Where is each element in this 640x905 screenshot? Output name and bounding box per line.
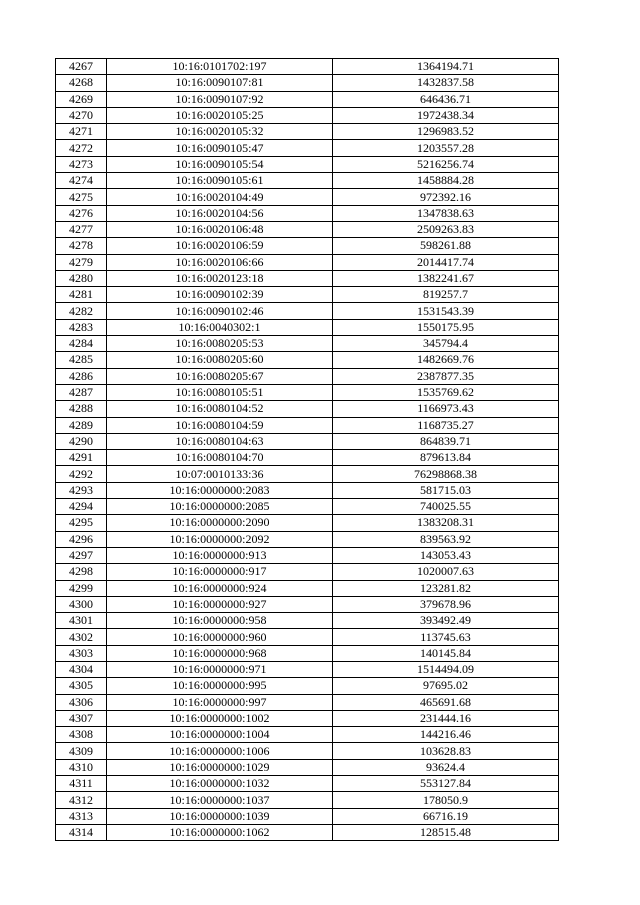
value-cell: 1203557.28 (333, 140, 559, 156)
row-number-cell: 4278 (56, 238, 107, 254)
cadastral-number-cell: 10:16:0090105:47 (107, 140, 333, 156)
table-row (56, 596, 559, 612)
table-row (56, 205, 559, 221)
row-number-cell: 4296 (56, 531, 107, 547)
row-number-cell: 4302 (56, 629, 107, 645)
value-cell: 972392.16 (333, 189, 559, 205)
cadastral-number-cell: 10:16:0000000:2092 (107, 531, 333, 547)
value-cell: 379678.96 (333, 596, 559, 612)
value-cell: 1482669.76 (333, 352, 559, 368)
row-number-cell: 4308 (56, 727, 107, 743)
cadastral-number-cell: 10:16:0090107:92 (107, 91, 333, 107)
row-number-cell: 4280 (56, 270, 107, 286)
cadastral-number-cell: 10:16:0020105:32 (107, 124, 333, 140)
value-cell: 1458884.28 (333, 173, 559, 189)
table-row (56, 254, 559, 270)
value-cell: 178050.9 (333, 792, 559, 808)
value-cell: 1364194.71 (333, 59, 559, 75)
row-number-cell: 4269 (56, 91, 107, 107)
value-cell: 2014417.74 (333, 254, 559, 270)
value-cell: 465691.68 (333, 694, 559, 710)
cadastral-number-cell: 10:16:0080205:60 (107, 352, 333, 368)
table-row (56, 384, 559, 400)
row-number-cell: 4310 (56, 759, 107, 775)
value-cell: 819257.7 (333, 287, 559, 303)
cadastral-number-cell: 10:16:0101702:197 (107, 59, 333, 75)
table-row (56, 238, 559, 254)
table-row (56, 450, 559, 466)
value-cell: 598261.88 (333, 238, 559, 254)
value-cell: 123281.82 (333, 580, 559, 596)
cadastral-number-cell: 10:16:0020105:25 (107, 107, 333, 123)
cadastral-number-cell: 10:16:0020106:66 (107, 254, 333, 270)
table-row (56, 124, 559, 140)
cadastral-number-cell: 10:16:0000000:971 (107, 661, 333, 677)
table-row (56, 694, 559, 710)
cadastral-number-cell: 10:16:0000000:2090 (107, 515, 333, 531)
row-number-cell: 4290 (56, 433, 107, 449)
value-cell: 1383208.31 (333, 515, 559, 531)
table-row (56, 417, 559, 433)
table-row (56, 824, 559, 840)
cadastral-number-cell: 10:16:0080205:67 (107, 368, 333, 384)
cadastral-number-cell: 10:16:0000000:1032 (107, 776, 333, 792)
table-row (56, 352, 559, 368)
cadastral-number-cell: 10:16:0040302:1 (107, 319, 333, 335)
cadastral-number-cell: 10:16:0080105:51 (107, 384, 333, 400)
table-row (56, 645, 559, 661)
table-row (56, 287, 559, 303)
table-row (56, 531, 559, 547)
cadastral-number-cell: 10:16:0000000:1029 (107, 759, 333, 775)
row-number-cell: 4305 (56, 678, 107, 694)
table-row (56, 156, 559, 172)
value-cell: 2387877.35 (333, 368, 559, 384)
cadastral-value-table (55, 58, 559, 841)
row-number-cell: 4282 (56, 303, 107, 319)
cadastral-number-cell: 10:16:0000000:2083 (107, 482, 333, 498)
row-number-cell: 4279 (56, 254, 107, 270)
value-cell: 143053.43 (333, 547, 559, 563)
row-number-cell: 4275 (56, 189, 107, 205)
row-number-cell: 4311 (56, 776, 107, 792)
table-row (56, 482, 559, 498)
table-row (56, 107, 559, 123)
row-number-cell: 4306 (56, 694, 107, 710)
cadastral-number-cell: 10:16:0080104:63 (107, 433, 333, 449)
table-row (56, 401, 559, 417)
row-number-cell: 4297 (56, 547, 107, 563)
row-number-cell: 4313 (56, 808, 107, 824)
cadastral-number-cell: 10:16:0000000:960 (107, 629, 333, 645)
row-number-cell: 4303 (56, 645, 107, 661)
row-number-cell: 4312 (56, 792, 107, 808)
value-cell: 393492.49 (333, 613, 559, 629)
row-number-cell: 4274 (56, 173, 107, 189)
table-row (56, 466, 559, 482)
value-cell: 144216.46 (333, 727, 559, 743)
table-row (56, 710, 559, 726)
cadastral-number-cell: 10:16:0090105:54 (107, 156, 333, 172)
cadastral-number-cell: 10:16:0000000:1006 (107, 743, 333, 759)
cadastral-number-cell: 10:16:0000000:1004 (107, 727, 333, 743)
cadastral-number-cell: 10:16:0000000:1037 (107, 792, 333, 808)
table-row (56, 59, 559, 75)
table-row (56, 319, 559, 335)
cadastral-number-cell: 10:16:0000000:995 (107, 678, 333, 694)
value-cell: 1535769.62 (333, 384, 559, 400)
value-cell: 103628.83 (333, 743, 559, 759)
row-number-cell: 4271 (56, 124, 107, 140)
table-row (56, 515, 559, 531)
cadastral-number-cell: 10:16:0000000:2085 (107, 499, 333, 515)
table-row (56, 221, 559, 237)
row-number-cell: 4292 (56, 466, 107, 482)
row-number-cell: 4299 (56, 580, 107, 596)
row-number-cell: 4294 (56, 499, 107, 515)
table-row (56, 303, 559, 319)
row-number-cell: 4309 (56, 743, 107, 759)
row-number-cell: 4287 (56, 384, 107, 400)
value-cell: 1382241.67 (333, 270, 559, 286)
row-number-cell: 4273 (56, 156, 107, 172)
value-cell: 1432837.58 (333, 75, 559, 91)
cadastral-number-cell: 10:16:0090105:61 (107, 173, 333, 189)
row-number-cell: 4283 (56, 319, 107, 335)
cadastral-number-cell: 10:16:0090102:46 (107, 303, 333, 319)
table-row (56, 564, 559, 580)
value-cell: 581715.03 (333, 482, 559, 498)
cadastral-number-cell: 10:16:0080104:52 (107, 401, 333, 417)
cadastral-number-cell: 10:16:0000000:968 (107, 645, 333, 661)
value-cell: 1531543.39 (333, 303, 559, 319)
table-row (56, 661, 559, 677)
value-cell: 66716.19 (333, 808, 559, 824)
row-number-cell: 4288 (56, 401, 107, 417)
row-number-cell: 4307 (56, 710, 107, 726)
cadastral-number-cell: 10:16:0000000:924 (107, 580, 333, 596)
table-row (56, 759, 559, 775)
table-row (56, 140, 559, 156)
table-row (56, 776, 559, 792)
row-number-cell: 4293 (56, 482, 107, 498)
value-cell: 1347838.63 (333, 205, 559, 221)
table-row (56, 547, 559, 563)
value-cell: 128515.48 (333, 824, 559, 840)
table-row (56, 808, 559, 824)
table-row (56, 91, 559, 107)
cadastral-number-cell: 10:16:0020104:49 (107, 189, 333, 205)
row-number-cell: 4270 (56, 107, 107, 123)
value-cell: 76298868.38 (333, 466, 559, 482)
table-row (56, 75, 559, 91)
value-cell: 5216256.74 (333, 156, 559, 172)
value-cell: 140145.84 (333, 645, 559, 661)
value-cell: 1166973.43 (333, 401, 559, 417)
row-number-cell: 4289 (56, 417, 107, 433)
cadastral-number-cell: 10:16:0000000:1002 (107, 710, 333, 726)
table-row (56, 743, 559, 759)
row-number-cell: 4286 (56, 368, 107, 384)
cadastral-number-cell: 10:16:0000000:997 (107, 694, 333, 710)
row-number-cell: 4314 (56, 824, 107, 840)
value-cell: 740025.55 (333, 499, 559, 515)
row-number-cell: 4291 (56, 450, 107, 466)
value-cell: 1296983.52 (333, 124, 559, 140)
table-row (56, 499, 559, 515)
value-cell: 1550175.95 (333, 319, 559, 335)
table-body (56, 59, 559, 841)
cadastral-number-cell: 10:16:0020106:48 (107, 221, 333, 237)
cadastral-number-cell: 10:16:0080104:70 (107, 450, 333, 466)
row-number-cell: 4300 (56, 596, 107, 612)
table-row (56, 629, 559, 645)
value-cell: 1020007.63 (333, 564, 559, 580)
cadastral-number-cell: 10:16:0000000:1062 (107, 824, 333, 840)
cadastral-number-cell: 10:16:0000000:927 (107, 596, 333, 612)
table-row (56, 270, 559, 286)
value-cell: 553127.84 (333, 776, 559, 792)
value-cell: 345794.4 (333, 336, 559, 352)
table-row (56, 189, 559, 205)
value-cell: 1168735.27 (333, 417, 559, 433)
table-row (56, 173, 559, 189)
table-row (56, 678, 559, 694)
cadastral-number-cell: 10:16:0020123:18 (107, 270, 333, 286)
value-cell: 113745.63 (333, 629, 559, 645)
value-cell: 839563.92 (333, 531, 559, 547)
value-cell: 97695.02 (333, 678, 559, 694)
row-number-cell: 4285 (56, 352, 107, 368)
row-number-cell: 4298 (56, 564, 107, 580)
value-cell: 1514494.09 (333, 661, 559, 677)
table-row (56, 580, 559, 596)
row-number-cell: 4276 (56, 205, 107, 221)
value-cell: 93624.4 (333, 759, 559, 775)
value-cell: 231444.16 (333, 710, 559, 726)
value-cell: 864839.71 (333, 433, 559, 449)
cadastral-number-cell: 10:07:0010133:36 (107, 466, 333, 482)
row-number-cell: 4295 (56, 515, 107, 531)
cadastral-number-cell: 10:16:0090102:39 (107, 287, 333, 303)
value-cell: 646436.71 (333, 91, 559, 107)
table-row (56, 433, 559, 449)
row-number-cell: 4301 (56, 613, 107, 629)
value-cell: 1972438.34 (333, 107, 559, 123)
table-row (56, 368, 559, 384)
cadastral-number-cell: 10:16:0080104:59 (107, 417, 333, 433)
cadastral-number-cell: 10:16:0000000:1039 (107, 808, 333, 824)
cadastral-number-cell: 10:16:0000000:958 (107, 613, 333, 629)
cadastral-number-cell: 10:16:0090107:81 (107, 75, 333, 91)
table-row (56, 727, 559, 743)
cadastral-number-cell: 10:16:0000000:917 (107, 564, 333, 580)
table-row (56, 336, 559, 352)
value-cell: 879613.84 (333, 450, 559, 466)
cadastral-number-cell: 10:16:0080205:53 (107, 336, 333, 352)
row-number-cell: 4284 (56, 336, 107, 352)
row-number-cell: 4268 (56, 75, 107, 91)
row-number-cell: 4281 (56, 287, 107, 303)
cadastral-number-cell: 10:16:0020106:59 (107, 238, 333, 254)
row-number-cell: 4267 (56, 59, 107, 75)
table-row (56, 792, 559, 808)
cadastral-number-cell: 10:16:0000000:913 (107, 547, 333, 563)
row-number-cell: 4272 (56, 140, 107, 156)
row-number-cell: 4277 (56, 221, 107, 237)
table-row (56, 613, 559, 629)
cadastral-number-cell: 10:16:0020104:56 (107, 205, 333, 221)
value-cell: 2509263.83 (333, 221, 559, 237)
row-number-cell: 4304 (56, 661, 107, 677)
